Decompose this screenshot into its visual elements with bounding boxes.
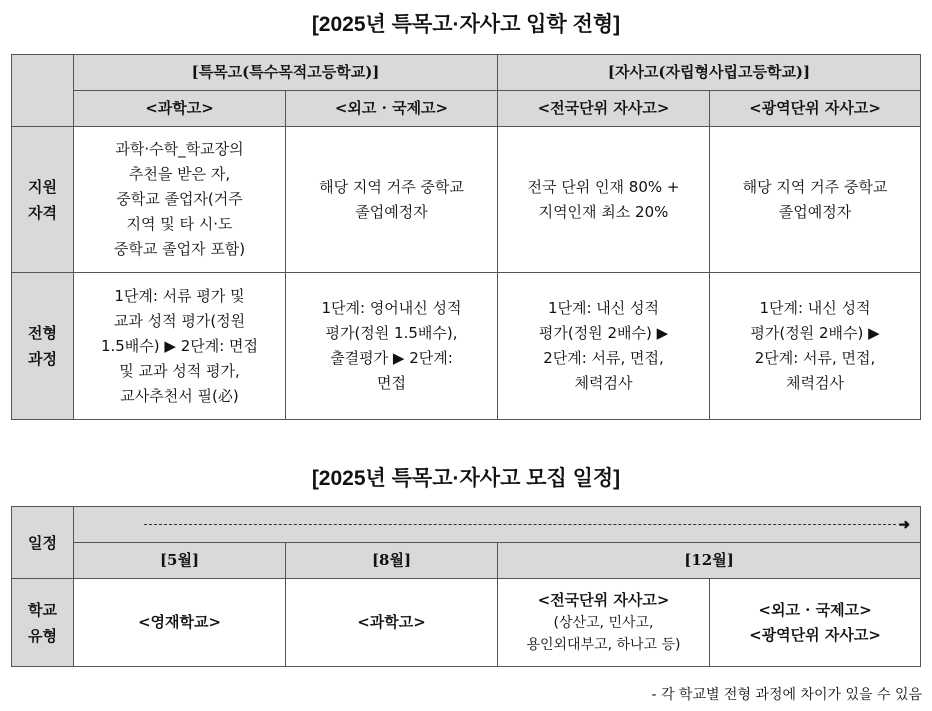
month-may: [5월] (74, 543, 286, 579)
process-science: 1단계: 서류 평가 및 교과 성적 평가(정원 1.5배수) ▶ 2단계: 면접 및 교과 성적 평가, 교사추천서 필(必) (74, 273, 286, 420)
science-school-header: <과학고> (74, 91, 286, 127)
schedule-label: 일정 (12, 507, 74, 579)
qualification-regional: 해당 지역 거주 중학교 졸업예정자 (710, 127, 921, 273)
admission-table (11, 54, 921, 420)
timeline-arrow (74, 507, 921, 543)
footnote: - 각 학교별 전형 과정에 차이가 있을 수 있음 (651, 687, 922, 703)
schedule-title: [2025년 특목고·자사고 모집 일정] (311, 467, 621, 490)
qualification-science: 과학·수학_학교장의 추천을 받은 자, 중학교 졸업자(거주 지역 및 타 시·도 중학교 졸업자 포함) (74, 127, 286, 273)
school-type-label: 학교 유형 (12, 579, 74, 667)
process-foreign: 1단계: 영어내신 성적 평가(정원 1.5배수), 출결평가 ▶ 2단계: 면접 (286, 273, 498, 420)
national-private-header: <전국단위 자사고> (498, 91, 710, 127)
month-december: [12월] (498, 543, 921, 579)
qualification-national: 전국 단위 인재 80% + 지역인재 최소 20% (498, 127, 710, 273)
corner-cell (12, 55, 74, 127)
national-private-examples: (상산고, 민사고, 용인외대부고, 하나고 등) (526, 615, 681, 653)
foreign-school-header: <외고 · 국제고> (286, 91, 498, 127)
type-national-private: <전국단위 자사고> (상산고, 민사고, 용인외대부고, 하나고 등) (498, 579, 710, 667)
qualification-label: 지원 자격 (12, 127, 74, 273)
private-school-header: [자사고(자립형사립고등학교)] (498, 55, 921, 91)
right-arrow-icon: ➜ (898, 516, 911, 533)
qualification-foreign: 해당 지역 거주 중학교 졸업예정자 (286, 127, 498, 273)
process-label: 전형 과정 (12, 273, 74, 420)
special-school-header: [특목고(특수목적고등학교)] (74, 55, 498, 91)
regional-private-header: <광역단위 자사고> (710, 91, 921, 127)
type-science: <과학고> (286, 579, 498, 667)
process-regional: 1단계: 내신 성적 평가(정원 2배수) ▶ 2단계: 서류, 면접, 체력검사 (710, 273, 921, 420)
type-foreign-regional: <외고 · 국제고> <광역단위 자사고> (710, 579, 921, 667)
schedule-table (11, 506, 921, 667)
type-gifted: <영재학교> (74, 579, 286, 667)
admission-title: [2025년 특목고·자사고 입학 전형] (311, 13, 621, 36)
month-august: [8월] (286, 543, 498, 579)
process-national: 1단계: 내신 성적 평가(정원 2배수) ▶ 2단계: 서류, 면접, 체력검사 (498, 273, 710, 420)
